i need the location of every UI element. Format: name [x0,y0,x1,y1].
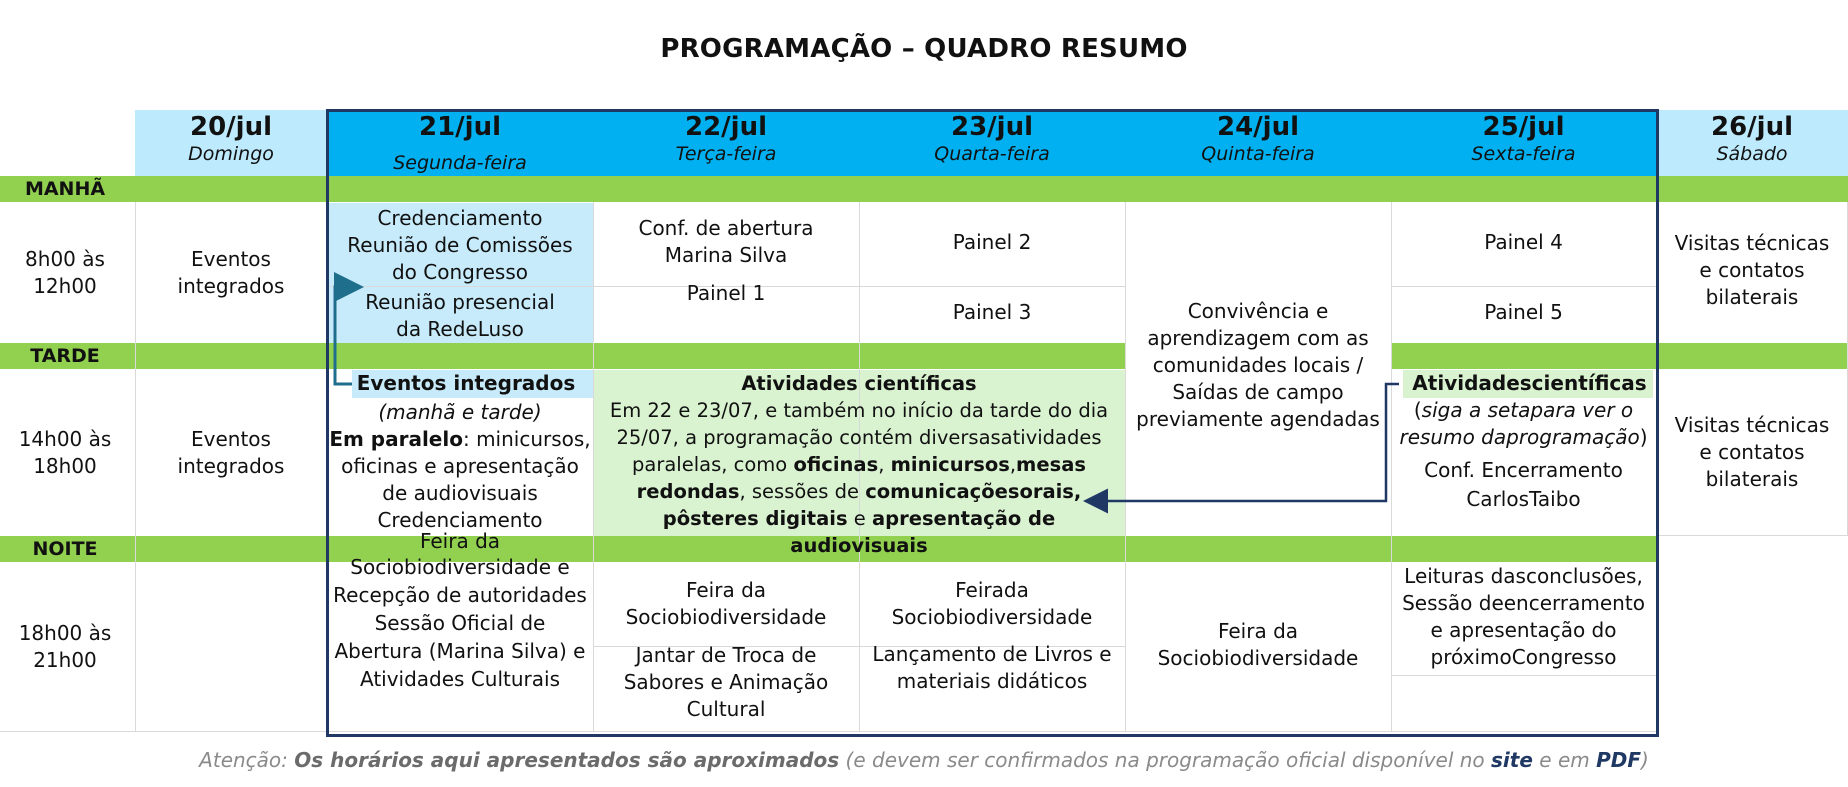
text-run: pôsteres digitais [662,507,848,530]
cell-text: Marina Silva [664,243,788,267]
friday-to-science-arrow [1088,384,1399,501]
cell-text: Sessão Oficial de [374,611,546,635]
day-weekday: Segunda-feira [393,152,527,174]
note-bold: Os horários aqui apresentados são aproximados [294,748,840,772]
page-title: PROGRAMAÇÃO – QUADRO RESUMO [660,34,1188,64]
cell-text: Painel 1 [686,281,766,305]
text-run: ) [1639,425,1648,449]
science-text: Em 22 e 23/07, e também no início da tarde do dia [609,399,1109,422]
cell-text: bilaterais [1705,466,1799,491]
footer-note [0,748,1848,772]
text-run: , [878,453,891,476]
text-run: comunicaçõesorais, [865,480,1082,503]
day-weekday: Quinta-feira [1201,143,1315,165]
cell-text: Credenciamento [377,205,543,230]
cell-text: Convivência e [1187,298,1329,323]
text-run: siga a setapara ver o [1421,398,1634,422]
cell-text: e contatos [1699,257,1805,282]
text-run: e [847,507,872,530]
cell-text: previamente agendadas [1136,406,1380,431]
cell-text: Painel 4 [1484,229,1563,254]
cell-text: Leituras dasconclusões, [1404,564,1643,588]
note-text: ) [1641,748,1649,772]
time-text: 8h00 às [25,247,105,271]
cell-text: de audiovisuais [382,481,538,505]
time-text: 12h00 [33,274,97,298]
cell-text: comunidades locais / [1152,352,1364,377]
cell-text: Abertura (Marina Silva) e [334,639,586,663]
monday-afternoon-subtitle: (manhã e tarde) [378,400,542,424]
cell-text: e apresentação do [1430,618,1617,642]
day-date: 24/jul [1216,112,1299,142]
cell-text: Cultural [686,696,766,721]
cell-text: do Congresso [391,259,529,284]
cell-text: Painel 2 [952,229,1032,254]
text-run: , sessões de [739,480,866,503]
day-weekday: Sexta-feira [1471,143,1576,165]
day-date: 25/jul [1482,112,1565,142]
cell-text: : minicursos, [462,427,591,451]
cell-text: próximoCongresso [1430,645,1617,669]
note-text: e em [1532,748,1597,772]
cell-text: Reunião de Comissões [347,232,573,257]
cell-text: CarlosTaibo [1466,487,1581,511]
monday-loop-arrow [335,287,358,384]
cell-text: Sociobiodiversidade [625,605,827,629]
cell-text: bilaterais [1705,284,1799,309]
time-text: 21h00 [33,648,97,672]
cell-text: e contatos [1699,439,1805,464]
text-run: oficinas [793,453,879,476]
cell-text: Recepção de autoridades [333,583,587,607]
day-date: 26/jul [1710,112,1793,142]
day-date: 23/jul [950,112,1033,142]
cell-text: oficinas e apresentação [341,454,579,478]
cell-text: Jantar de Troca de [635,642,817,667]
cell-text: Reunião presencial [365,289,555,314]
cell-text: Visitas técnicas [1674,412,1830,437]
time-text: 14h00 às [18,427,112,451]
text-run: ( [1413,398,1422,422]
day-date: 20/jul [189,112,272,142]
text-run: redondas [636,480,740,503]
cell-text: Conf. de abertura [638,216,814,240]
cell-text: Feira da [1217,619,1299,643]
cell-text: da RedeLuso [396,316,524,341]
cell-text: Sabores e Animação [623,669,829,694]
cell-text: Sessão deencerramento [1402,591,1645,615]
day-weekday: Terça-feira [675,143,777,165]
cell-text: Sociobiodiversidade e [350,555,570,579]
day-date: 22/jul [684,112,767,142]
cell-text: Visitas técnicas [1674,230,1830,255]
period-label-morning: MANHÃ [24,178,106,200]
friday-science-title: Atividadescientíficas [1412,371,1647,395]
cell-text: Sociobiodiversidade [891,605,1093,629]
text-run: mesas [1016,453,1086,476]
text-run: , [1009,453,1017,476]
text-run: apresentação de audiovisuais [790,507,1056,557]
text-run: resumo daprogramação [1399,425,1640,449]
cell-text: Lançamento de Livros e [872,642,1112,666]
cell-text: Feirada [955,578,1029,602]
cell-text: Eventos [191,247,271,271]
time-text: 18h00 às [18,621,112,645]
day-date: 21/jul [418,112,501,142]
parallel-label: Em paralelo [329,427,463,451]
time-text: 18h00 [33,454,97,478]
day-weekday: Sábado [1716,143,1788,165]
cell-text: Painel 3 [952,299,1032,324]
day-weekday: Quarta-feira [934,143,1050,165]
pdf-link[interactable]: PDF [1596,748,1642,772]
cell-text: integrados [177,454,285,478]
period-label-afternoon: TARDE [30,345,100,367]
text-run: minicursos [890,453,1010,476]
cell-text: Painel 5 [1484,299,1563,324]
science-title: Atividades científicas [741,372,977,395]
cell-text: Feira da [685,578,767,602]
cell-text: Atividades Culturais [359,667,561,691]
cell-text: Sociobiodiversidade [1157,646,1359,670]
site-link[interactable]: site [1491,748,1533,772]
cell-text: aprendizagem com as [1147,325,1369,350]
text-run: paralelas, como [632,453,794,476]
cell-text: Conf. Encerramento [1424,458,1623,482]
note-prefix: Atenção: [199,748,295,772]
cell-text: Eventos [191,427,271,451]
cell-text: Feira da [419,529,501,553]
monday-afternoon-title: Eventos integrados [356,371,576,395]
science-text: 25/07, a programação contém diversasatividades [616,426,1102,449]
period-label-night: NOITE [32,538,98,560]
cell-text: Saídas de campo [1172,379,1344,404]
note-text: (e devem ser confirmados na programação oficial disponível no [839,748,1492,772]
cell-text: materiais didáticos [896,669,1088,693]
cell-text: integrados [177,274,285,298]
cell-text: Credenciamento [377,508,543,532]
day-weekday: Domingo [188,143,274,165]
